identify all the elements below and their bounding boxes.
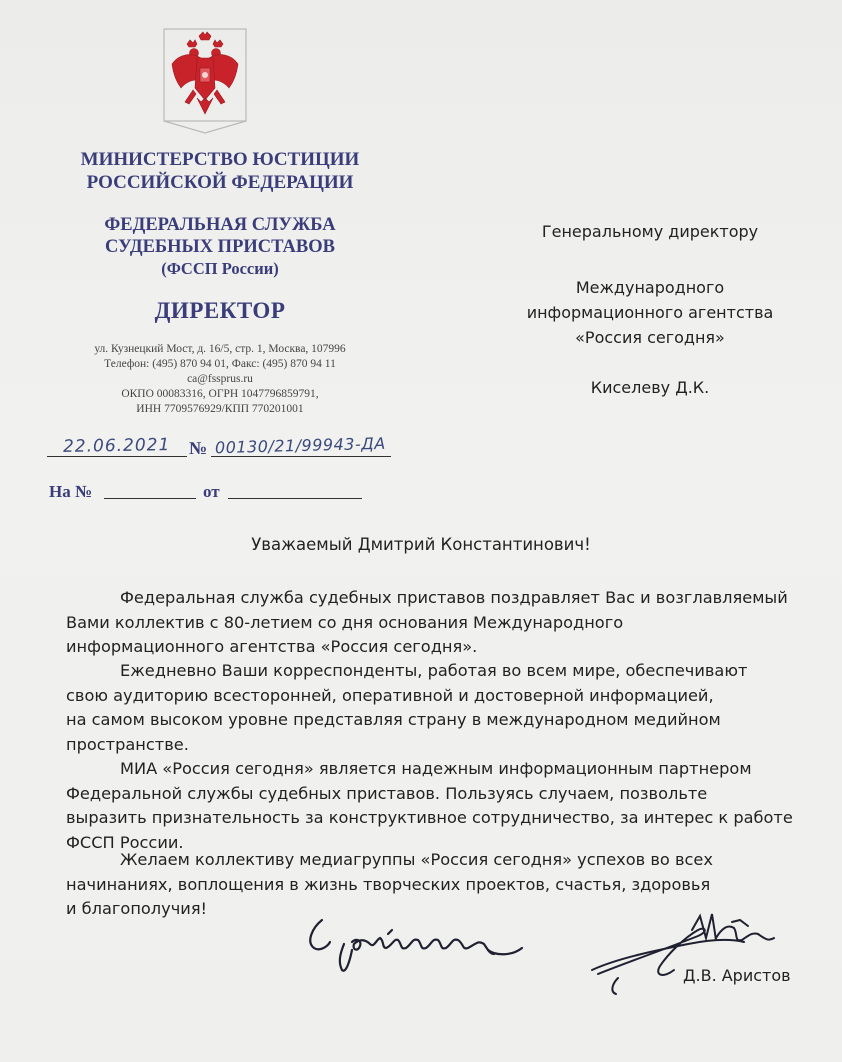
greeting: Уважаемый Дмитрий Константинович! (251, 535, 591, 554)
number-underline (211, 456, 391, 457)
line: Вами коллектив с 80-летием со дня основания Международного (66, 612, 624, 632)
date-underline (47, 456, 187, 457)
signatory-name: Д.В. Аристов (683, 966, 791, 985)
addressee-organization (500, 275, 800, 350)
line: ФССП России. (66, 832, 184, 852)
ministry-name (40, 148, 400, 194)
line: Федеральной службы судебных приставов. Пользуясь случаем, позвольте (66, 783, 708, 803)
requisites-address: ул. Кузнецкий Мост, д. 16/5, стр. 1, Москва, 107996 (94, 343, 346, 355)
ministry-line: РОССИЙСКОЙ ФЕДЕРАЦИИ (86, 172, 354, 193)
service-line: ФЕДЕРАЛЬНАЯ СЛУЖБА (104, 215, 336, 235)
coat-of-arms-icon (163, 28, 247, 134)
ref-number-blank (104, 498, 196, 499)
letter-date: 22.06.2021 (62, 435, 171, 457)
date-number-line (47, 433, 407, 464)
handwritten-closing (300, 910, 530, 980)
ref-date-blank (228, 498, 362, 499)
ref-from-label: от (203, 482, 220, 501)
paragraph-partnership (66, 757, 806, 855)
requisites-okpo: ОКПО 00083316, ОГРН 1047796859791, (121, 388, 319, 400)
line: пространстве. (66, 734, 189, 754)
line: начинаниях, воплощения в жизнь творческих проектов, счастья, здоровья (66, 874, 711, 894)
ref-label: На № (49, 482, 93, 501)
requisites (40, 342, 400, 417)
service-line: (ФССП России) (161, 259, 279, 278)
paragraph-correspondents (66, 659, 806, 757)
line: Федеральная служба судебных приставов поздравляет Вас и возглавляемый (120, 588, 788, 607)
addressee-name: Киселеву Д.К. (590, 378, 710, 397)
requisites-inn: ИНН 7709576929/КПП 770201001 (136, 403, 304, 415)
line: на самом высоком уровне представляя страну в международном медийном (66, 710, 721, 730)
paragraph-congratulation (66, 586, 806, 660)
number-sign: № (189, 438, 208, 458)
addressee-org-line: информационного агентства (526, 303, 774, 322)
ministry-line: МИНИСТЕРСТВО ЮСТИЦИИ (80, 149, 360, 170)
line: выразить признательность за конструктивное сотрудничество, за интерес к работе (66, 808, 793, 828)
line: Желаем коллективу медиагруппы «Россия сегодня» успехов во всех (120, 850, 713, 869)
addressee-position: Генеральному директору (541, 222, 759, 241)
line: свою аудиторию всесторонней, оперативной и достоверной информацией, (66, 685, 714, 705)
line: Ежедневно Ваши корреспонденты, работая во всем мире, обеспечивают (120, 661, 748, 680)
director-title: ДИРЕКТОР (154, 298, 286, 323)
addressee-org-line: Международного (575, 278, 725, 297)
requisites-phone: Телефон: (495) 870 94 01, Факс: (495) 870 94 11 (104, 358, 336, 370)
line: информационного агентства «Россия сегодня». (66, 637, 478, 657)
service-name (40, 214, 400, 280)
requisites-email: ca@fssprus.ru (187, 373, 253, 385)
addressee-org-line: «Россия сегодня» (575, 328, 725, 347)
service-line: СУДЕБНЫХ ПРИСТАВОВ (105, 237, 335, 257)
letter-number: 00130/21/99943-ДА (214, 433, 386, 458)
line: МИА «Россия сегодня» является надежным информационным партнером (120, 759, 752, 778)
line: и благополучия! (66, 899, 208, 919)
